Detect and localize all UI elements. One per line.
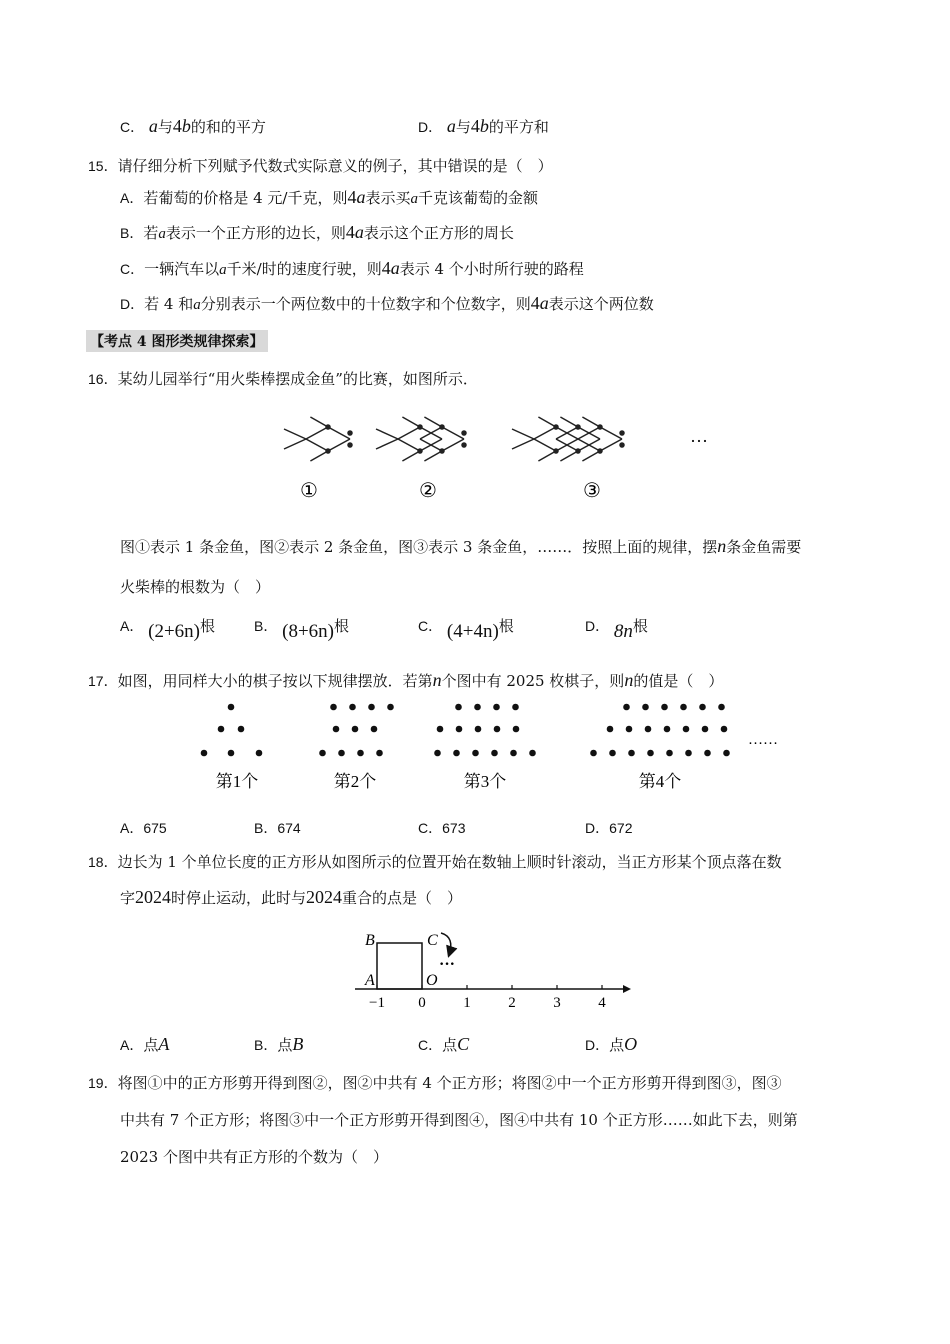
- text: 千克该葡萄的金额: [418, 189, 539, 207]
- chess-piece: [626, 726, 633, 733]
- chess-piece: [493, 704, 500, 711]
- text: 时停止运动，此时与: [171, 889, 307, 907]
- matchstick: [582, 417, 600, 427]
- unit: 根: [334, 617, 350, 635]
- option-label: D．: [418, 119, 443, 135]
- chess-piece: [645, 726, 652, 733]
- chess-piece: [642, 704, 649, 711]
- figure-label-1: 第1个: [215, 772, 259, 791]
- chess-piece: [437, 726, 444, 733]
- chess-piece: [456, 726, 463, 733]
- number: 2024: [306, 887, 343, 907]
- q15-option-c[interactable]: [120, 258, 584, 279]
- question-text: 某幼儿园举行“用火柴棒摆成金鱼”的比赛，如图所示．: [117, 370, 478, 388]
- q15-option-a[interactable]: [120, 187, 538, 208]
- chess-piece: [661, 704, 668, 711]
- chess-piece: [718, 704, 725, 711]
- q16-stem: [88, 368, 478, 389]
- match-head: [554, 449, 558, 453]
- match-head: [576, 449, 580, 453]
- match-head: [418, 449, 422, 453]
- text: 表示 4 个小时所行驶的路程: [399, 260, 584, 278]
- text: 表示买: [365, 189, 411, 207]
- chess-piece: [510, 750, 517, 757]
- tick-label: 0: [418, 995, 426, 1010]
- option-label: A．: [120, 618, 144, 634]
- q17-option-a[interactable]: [120, 818, 167, 838]
- chess-piece: [228, 704, 235, 711]
- matchstick: [376, 439, 398, 449]
- matchstick: [310, 451, 328, 461]
- figure-label-4: 第4个: [638, 772, 682, 791]
- chess-piece: [472, 750, 479, 757]
- var-b: b: [479, 116, 489, 136]
- chess-piece: [352, 726, 359, 733]
- match-head: [462, 431, 466, 435]
- var-b: b: [181, 116, 191, 136]
- chess-piece: [256, 750, 263, 757]
- text: 若 4 和: [144, 295, 194, 313]
- q16-option-d[interactable]: [585, 615, 648, 642]
- chess-piece: [376, 750, 383, 757]
- option-label: C．: [120, 261, 145, 277]
- q16-option-b[interactable]: [254, 615, 350, 642]
- option-label: D．: [585, 820, 610, 836]
- text: 表示这个正方形的周长: [363, 224, 514, 242]
- vertex-c: C: [427, 932, 438, 949]
- matchstick: [560, 451, 578, 461]
- match-head: [620, 443, 624, 447]
- coef: 4: [172, 116, 182, 136]
- tick-label: 2: [508, 995, 516, 1010]
- figure-label-2: 第2个: [333, 772, 377, 791]
- text: 千米/时的速度行驶，则: [226, 260, 382, 278]
- q18-stem-line1: [88, 851, 782, 872]
- question-number: 15．: [88, 158, 118, 174]
- q17-option-b[interactable]: [254, 818, 301, 838]
- matchstick: [512, 429, 534, 439]
- text: 字: [120, 889, 136, 907]
- matchstick: [284, 429, 306, 439]
- text: 点: [609, 1036, 625, 1054]
- dots: ···: [439, 956, 456, 973]
- chess-piece: [590, 750, 597, 757]
- chess-piece: [623, 704, 630, 711]
- var-a: a: [148, 116, 158, 136]
- chess-piece: [453, 750, 460, 757]
- chess-piece: [455, 704, 462, 711]
- q16-body-line2: 火柴棒的根数为（ ）: [120, 578, 271, 596]
- var: a: [410, 191, 418, 207]
- option-label: D．: [585, 618, 610, 634]
- matchstick: [398, 427, 420, 439]
- option-value: 674: [277, 820, 301, 836]
- chess-piece: [647, 750, 654, 757]
- option-value: 675: [143, 820, 167, 836]
- var: O: [624, 1034, 638, 1054]
- text: 与: [455, 118, 471, 136]
- vertex-a: A: [365, 972, 375, 989]
- section-header: 【考点 4 图形类规律探索】: [86, 330, 268, 352]
- var: a: [219, 262, 227, 278]
- option-label: B．: [254, 820, 278, 836]
- goldfish-figure: [280, 405, 720, 505]
- text: 一辆汽车以: [144, 260, 220, 278]
- figure-ellipsis: ……: [748, 732, 778, 748]
- matchstick: [328, 439, 350, 451]
- q19-stem-line3: 2023 个图中共有正方形的个数为（ ）: [120, 1148, 388, 1166]
- match-head: [418, 425, 422, 429]
- coef: 4: [530, 293, 540, 313]
- option-label: A．: [120, 190, 144, 206]
- coef: 4: [381, 258, 391, 278]
- q16-option-a[interactable]: [120, 615, 216, 642]
- q17-stem: [88, 670, 723, 691]
- matchstick: [402, 451, 420, 461]
- tick-label: 4: [598, 995, 606, 1010]
- tick-label: 3: [553, 995, 561, 1010]
- chess-piece: [201, 750, 208, 757]
- matchstick: [538, 451, 556, 461]
- q14-option-c[interactable]: [120, 116, 266, 137]
- question-number: 17．: [88, 673, 118, 689]
- q16-option-c[interactable]: [418, 615, 514, 642]
- chess-piece: [666, 750, 673, 757]
- matchstick: [284, 439, 306, 449]
- option-label: B．: [254, 618, 278, 634]
- text: 个图中有 2025 枚棋子，则: [441, 672, 625, 690]
- match-head: [440, 449, 444, 453]
- matchstick: [402, 417, 420, 427]
- text: 若: [143, 224, 159, 242]
- number-line-figure: [345, 925, 645, 1010]
- text: 条金鱼需要: [726, 538, 802, 556]
- text: 表示这个两位数: [548, 295, 654, 313]
- chess-piece: [628, 750, 635, 757]
- q14-option-d[interactable]: [418, 116, 549, 137]
- matchstick: [398, 439, 420, 451]
- coef: 4: [347, 187, 357, 207]
- unit: 根: [200, 617, 216, 635]
- coef: 4: [470, 116, 480, 136]
- figure-label-3: ③: [583, 480, 601, 502]
- rotation-arrow: [441, 933, 451, 955]
- coef: 4: [345, 222, 355, 242]
- text: 的值是（ ）: [633, 672, 724, 690]
- option-value: 673: [442, 820, 466, 836]
- axis-arrow: [623, 985, 631, 993]
- matchstick: [600, 439, 622, 451]
- option-label: C．: [418, 618, 443, 634]
- chess-pattern-figure: [190, 695, 800, 795]
- var: B: [292, 1034, 304, 1054]
- text: 表示一个正方形的边长，则: [165, 224, 346, 242]
- figure-label-3: 第3个: [463, 772, 507, 791]
- match-head: [326, 425, 330, 429]
- chess-piece: [238, 726, 245, 733]
- matchstick: [534, 427, 556, 439]
- match-head: [620, 431, 624, 435]
- square: [377, 943, 422, 989]
- chess-piece: [609, 750, 616, 757]
- var: a: [354, 222, 364, 242]
- chess-piece: [699, 704, 706, 711]
- chess-piece: [702, 726, 709, 733]
- q18-option-b[interactable]: [254, 1034, 303, 1055]
- question-text: 将图①中的正方形剪开得到图②，图②中共有 4 个正方形；将图②中一个正方形剪开得到图③，图③: [117, 1074, 782, 1092]
- matchstick: [310, 417, 328, 427]
- q15-option-b[interactable]: [120, 222, 514, 243]
- text: 若葡萄的价格是 4 元/千克，则: [143, 189, 348, 207]
- chess-piece: [664, 726, 671, 733]
- matchstick: [306, 439, 328, 451]
- match-head: [462, 443, 466, 447]
- matchstick: [582, 451, 600, 461]
- option-label: A．: [120, 820, 144, 836]
- chess-piece: [685, 750, 692, 757]
- figure-ellipsis: ···: [690, 431, 708, 451]
- chess-piece: [529, 750, 536, 757]
- option-label: D．: [120, 296, 145, 312]
- chess-piece: [319, 750, 326, 757]
- var: a: [356, 187, 366, 207]
- question-text: 边长为 1 个单位长度的正方形从如图所示的位置开始在数轴上顺时针滚动，当正方形某个顶点落在数: [117, 853, 782, 871]
- tick-label: −1: [369, 995, 385, 1010]
- matchstick: [306, 427, 328, 439]
- chess-piece: [513, 726, 520, 733]
- q16-body-line1: [120, 536, 801, 557]
- match-head: [440, 425, 444, 429]
- chess-piece: [491, 750, 498, 757]
- var: a: [158, 226, 166, 242]
- chess-piece: [333, 726, 340, 733]
- figure-label-2: ②: [419, 480, 437, 502]
- chess-piece: [723, 750, 730, 757]
- matchstick: [512, 439, 534, 449]
- question-number: 18．: [88, 854, 118, 870]
- q17-option-c[interactable]: [418, 818, 465, 838]
- q17-option-d[interactable]: [585, 818, 632, 838]
- option-label: C．: [418, 1037, 443, 1053]
- matchstick: [328, 427, 350, 439]
- chess-piece: [368, 704, 375, 711]
- option-label: B．: [120, 225, 144, 241]
- matchstick: [424, 451, 442, 461]
- number: 2024: [135, 887, 172, 907]
- var: A: [158, 1034, 170, 1054]
- expression: (8+6n): [282, 621, 334, 642]
- matchstick: [534, 439, 556, 451]
- question-number: 16．: [88, 371, 118, 387]
- option-label: C．: [120, 119, 145, 135]
- match-head: [554, 425, 558, 429]
- matchstick: [600, 427, 622, 439]
- option-label: A．: [120, 1037, 144, 1053]
- var: a: [539, 293, 549, 313]
- q18-option-a[interactable]: [120, 1034, 169, 1055]
- match-head: [348, 431, 352, 435]
- chess-piece: [475, 726, 482, 733]
- chess-piece: [218, 726, 225, 733]
- chess-piece: [434, 750, 441, 757]
- text: 重合的点是（ ）: [342, 889, 463, 907]
- match-head: [326, 449, 330, 453]
- text: 的平方和: [488, 118, 549, 136]
- var: a: [193, 297, 201, 313]
- text: 分别表示一个两位数中的十位数字和个位数字，则: [200, 295, 531, 313]
- unit: 根: [632, 617, 648, 635]
- matchstick: [442, 427, 464, 439]
- chess-piece: [338, 750, 345, 757]
- q15-option-d[interactable]: [120, 293, 654, 314]
- chess-piece: [349, 704, 356, 711]
- text: 点: [143, 1036, 159, 1054]
- chess-piece: [721, 726, 728, 733]
- chess-piece: [607, 726, 614, 733]
- chess-piece: [512, 704, 519, 711]
- var-a: a: [446, 116, 456, 136]
- matchstick: [376, 429, 398, 439]
- text: 图①表示 1 条金鱼，图②表示 2 条金鱼，图③表示 3 条金鱼，……．按照上面的规律，摆: [120, 538, 718, 556]
- q15-stem: [88, 155, 553, 176]
- text: 与: [157, 118, 173, 136]
- chess-piece: [357, 750, 364, 757]
- option-value: 672: [609, 820, 633, 836]
- q19-stem-line1: [88, 1072, 782, 1093]
- question-text: 请仔细分析下列赋予代数式实际意义的例子，其中错误的是（ ）: [117, 157, 553, 175]
- chess-piece: [371, 726, 378, 733]
- chess-piece: [494, 726, 501, 733]
- tick-label: 1: [463, 995, 471, 1010]
- matchstick: [560, 417, 578, 427]
- option-label: B．: [254, 1037, 278, 1053]
- unit: 根: [498, 617, 514, 635]
- figure-label-1: ①: [300, 480, 318, 502]
- var-n: n: [624, 670, 634, 690]
- chess-piece: [228, 750, 235, 757]
- match-head: [598, 449, 602, 453]
- chess-piece: [683, 726, 690, 733]
- option-label: D．: [585, 1037, 610, 1053]
- option-label: C．: [418, 820, 443, 836]
- var: a: [390, 258, 400, 278]
- question-number: 19．: [88, 1075, 118, 1091]
- text: 点: [442, 1036, 458, 1054]
- match-head: [576, 425, 580, 429]
- var-n: n: [432, 670, 442, 690]
- expression: (2+6n): [148, 621, 200, 642]
- matchstick: [442, 439, 464, 451]
- expression: 8n: [613, 621, 633, 642]
- expression: (4+4n): [446, 621, 499, 642]
- chess-piece: [330, 704, 337, 711]
- var-n: n: [717, 536, 727, 556]
- matchstick: [424, 417, 442, 427]
- chess-piece: [680, 704, 687, 711]
- q18-stem-line2: [120, 887, 462, 908]
- q18-option-c[interactable]: [418, 1034, 469, 1055]
- chess-piece: [387, 704, 394, 711]
- chess-piece: [704, 750, 711, 757]
- vertex-b: B: [365, 932, 375, 949]
- text: 点: [277, 1036, 293, 1054]
- matchstick: [538, 417, 556, 427]
- text: 的和的平方: [190, 118, 266, 136]
- chess-piece: [474, 704, 481, 711]
- q19-stem-line2: 中共有 7 个正方形；将图③中一个正方形剪开得到图④，图④中共有 10 个正方形……如此下去，则第: [120, 1111, 798, 1129]
- var: C: [457, 1034, 470, 1054]
- match-head: [348, 443, 352, 447]
- q18-option-d[interactable]: [585, 1034, 637, 1055]
- vertex-o: O: [426, 972, 438, 989]
- match-head: [598, 425, 602, 429]
- text: 如图，用同样大小的棋子按以下规律摆放．若第: [117, 672, 433, 690]
